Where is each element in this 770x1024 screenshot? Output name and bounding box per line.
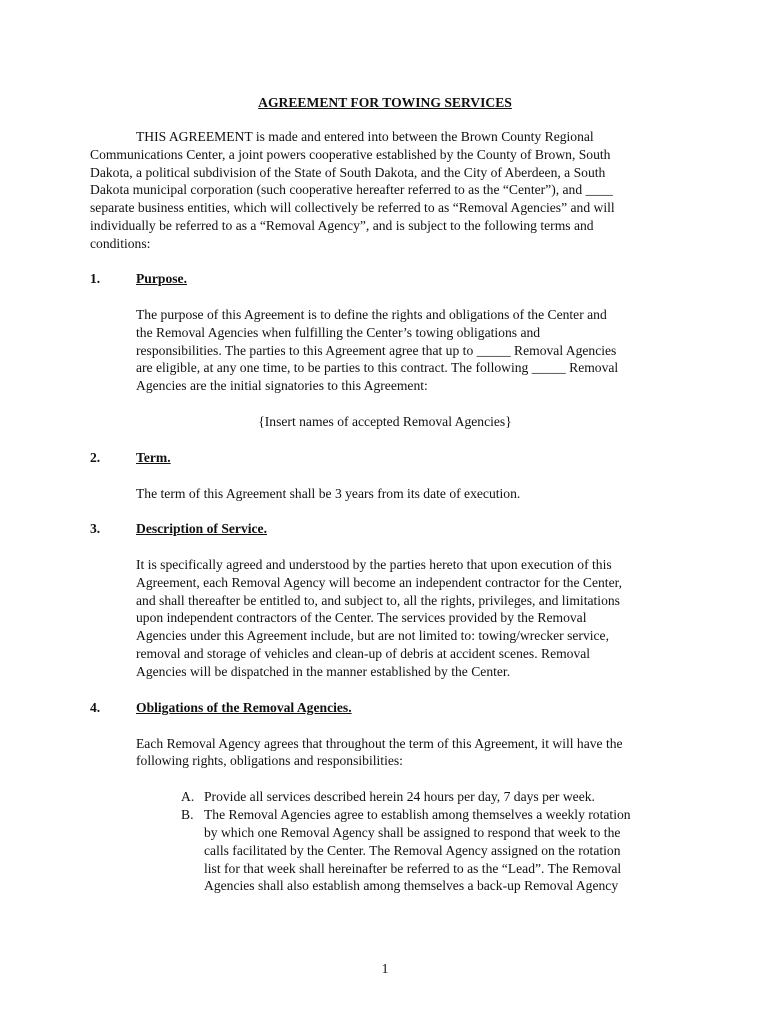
list-item-line: Agencies shall also establish among themselves a back-up Removal Agency: [204, 878, 619, 893]
insert-note: {Insert names of accepted Removal Agencies}: [258, 414, 512, 429]
intro-line: conditions:: [90, 236, 151, 251]
section-line: the Removal Agencies when fulfilling the Center’s towing obligations and: [136, 325, 541, 340]
section-line: Agencies under this Agreement include, but are not limited to: towing/wrecker service,: [136, 628, 609, 643]
section-number: 4.: [90, 700, 101, 715]
section-heading-obligations: Obligations of the Removal Agencies.: [136, 700, 352, 715]
document-title: AGREEMENT FOR TOWING SERVICES: [258, 95, 512, 110]
intro-line: separate business entities, which will collectively be referred to as “Removal Agencies” and will: [90, 200, 615, 215]
section-number: 3.: [90, 521, 101, 536]
list-item-line: calls facilitated by the Center. The Removal Agency assigned on the rotation: [204, 843, 621, 858]
section-line: are eligible, at any one time, to be parties to this contract. The following _____ Removal: [136, 360, 619, 375]
list-item-line: list for that week shall hereinafter be referred to as the “Lead”. The Removal: [204, 861, 622, 876]
section-heading-description: Description of Service.: [136, 521, 267, 536]
list-item-line: The Removal Agencies agree to establish among themselves a weekly rotation: [204, 807, 631, 822]
section-line: responsibilities. The parties to this Agreement agree that up to _____ Removal Agencies: [136, 343, 617, 358]
section-line: and shall thereafter be entitled to, and subject to, all the rights, privileges, and limitations: [136, 593, 620, 608]
section-line: following rights, obligations and responsibilities:: [136, 753, 403, 768]
section-line: Agencies are the initial signatories to this Agreement:: [136, 378, 428, 393]
section-line: It is specifically agreed and understood by the parties hereto that upon execution of this: [136, 557, 612, 572]
section-line: removal and storage of vehicles and clean-up of debris at accident scenes. Removal: [136, 646, 591, 661]
section-line: Agencies will be dispatched in the manner established by the Center.: [136, 664, 511, 679]
section-number: 2.: [90, 450, 101, 465]
list-item-line: by which one Removal Agency shall be assigned to respond that week to the: [204, 825, 621, 840]
list-item-letter: B.: [181, 807, 194, 822]
section-line: Agreement, each Removal Agency will become an independent contractor for the Center,: [136, 575, 622, 590]
section-line: The purpose of this Agreement is to define the rights and obligations of the Center and: [136, 307, 607, 322]
list-item-letter: A.: [181, 789, 195, 804]
intro-line: individually be referred to as a “Removal Agency”, and is subject to the following terms and: [90, 218, 594, 233]
section-line: The term of this Agreement shall be 3 years from its date of execution.: [136, 486, 521, 501]
intro-line: Dakota municipal corporation (such cooperative hereafter referred to as the “Center”), and ____: [90, 182, 613, 197]
section-line: Each Removal Agency agrees that throughout the term of this Agreement, it will have the: [136, 736, 623, 751]
intro-line: Communications Center, a joint powers cooperative established by the County of Brown, South: [90, 147, 611, 162]
intro-line: Dakota, a political subdivision of the State of South Dakota, and the City of Aberdeen, a South: [90, 165, 606, 180]
section-heading-term: Term.: [136, 450, 171, 465]
intro-line: THIS AGREEMENT is made and entered into between the Brown County Regional: [136, 129, 594, 144]
page-number: 1: [381, 961, 389, 976]
section-number: 1.: [90, 271, 101, 286]
section-heading-purpose: Purpose.: [136, 271, 187, 286]
list-item-line: Provide all services described herein 24 hours per day, 7 days per week.: [204, 789, 595, 804]
section-line: upon independent contractors of the Center. The services provided by the Removal: [136, 610, 587, 625]
